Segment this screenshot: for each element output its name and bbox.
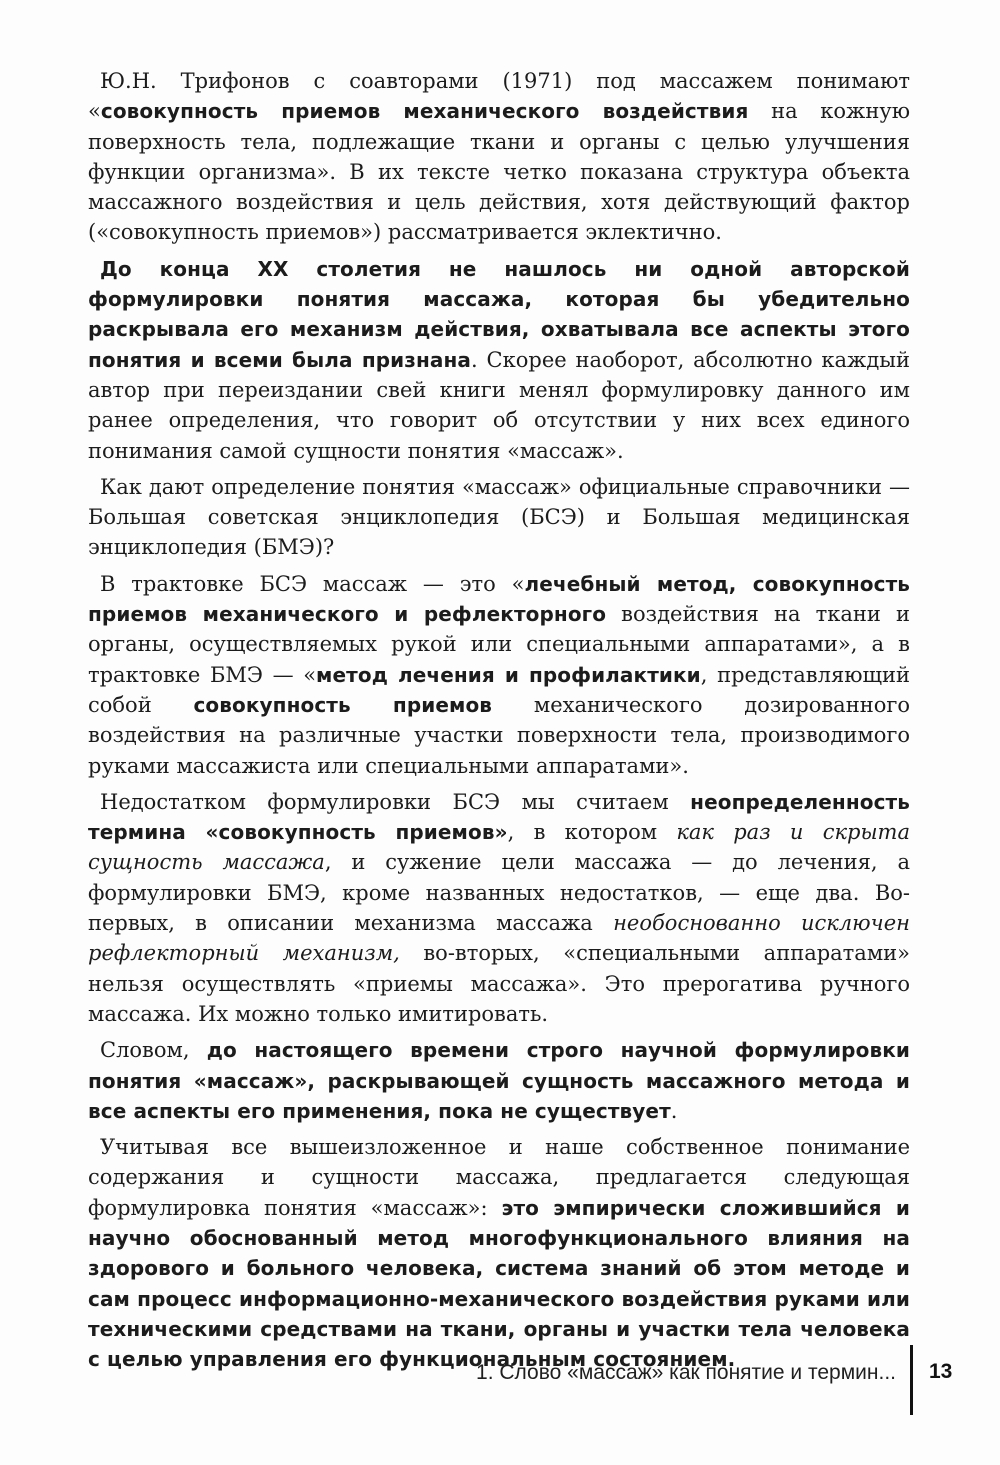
bold-run: До конца XX столетия не нашлось ни одной авторской формулировки понятия массажа, которая бы убедительно раскрывала его механизм действия, охватывала все аспекты этого понятия и всеми была признана	[88, 256, 910, 372]
text-run: Ю.Н. Трифонов с соавторами (1971) под массажем понимают «	[88, 69, 910, 124]
footer-divider	[910, 1345, 913, 1415]
text-run: Как дают определение понятия «массаж» официальные справочники — Большая советская энциклопедия (БСЭ) и Большая медицинская энциклопедия (БМЭ)?	[88, 474, 910, 560]
text-run: . Скорее наоборот, абсолютно каждый автор при переиздании свей книги менял формулировку данного им ранее определения, что говорит об отсутствии у них всех единого понимания самой сущности понятия «массаж».	[88, 347, 911, 463]
text-run: на кожную поверхность тела, подлежащие ткани и органы с целью улучшения функции организма». В их тексте четко показана структура объекта массажного воздействия и цель действия, хотя действующий фактор («совокупность приемов») рассматривается эклектично.	[88, 99, 910, 245]
bold-run: метод лечения и профилактики	[316, 662, 701, 687]
text-run: механического дозированного воздействия на различные участки поверхности тела, производимого руками массажиста или специальными аппаратами».	[88, 692, 910, 778]
bold-run: лечебный метод, совокупность приемов механического и рефлекторного	[88, 571, 911, 627]
running-footer-chapter-title: 1. Слово «массаж» как понятие и термин...	[476, 1361, 896, 1384]
paragraph-6	[88, 1035, 910, 1126]
bold-run: неопределенность термина «совокупность приемов»	[88, 789, 910, 845]
paragraph-7	[88, 1132, 910, 1374]
paragraph-1	[88, 66, 910, 248]
text-run: , и сужение цели массажа — до лечения, а формулировки БМЭ, кроме названных недостатков, — еще два. Во-первых, в описании механизма массажа	[88, 850, 911, 936]
italic-run: как раз и скрыта сущность массажа	[88, 820, 910, 875]
text-run: В трактовке БСЭ массаж — это «	[100, 571, 525, 596]
page-number: 13	[929, 1360, 953, 1383]
text-run: Словом,	[100, 1038, 207, 1063]
bold-run: это эмпирически сложившийся и научно обоснованный метод многофункционального влияния на здорового и больного человека, система знаний об этом методе и сам процесс информационно-механического воздействия руками или техническими средствами на ткани, органы и участки тела человека с целью управления его функциональным состоянием.	[88, 1195, 910, 1372]
text-run: , в котором	[507, 820, 677, 845]
text-run: во-вторых, «специальными аппаратами» нельзя осуществлять «приемы массажа». Это прерогатива ручного массажа. Их можно только имитировать.	[88, 941, 910, 1026]
paragraph-3	[88, 472, 910, 563]
bold-run: совокупность приемов механического воздействия	[100, 99, 749, 124]
text-run: Учитывая все вышеизложенное и наше собственное понимание содержания и сущности массажа, предлагается следующая формулировка понятия «массаж»:	[88, 1135, 910, 1220]
text-run: , представляющий собой	[88, 662, 910, 717]
text-run: .	[670, 1098, 678, 1123]
paragraph-2	[88, 254, 910, 466]
bold-run: до настоящего времени строго научной формулировки понятия «массаж», раскрывающей сущность массажного метода и все аспекты его применения, пока не существует	[88, 1038, 910, 1123]
text-run: Недостатком формулировки БСЭ мы считаем	[100, 789, 691, 814]
paragraph-4	[88, 569, 910, 781]
italic-run: необоснованно исключен рефлекторный механизм,	[88, 911, 910, 966]
bold-run: совокупность приемов	[193, 692, 493, 717]
text-run: воздействия на ткани и органы, осуществляемых рукой или специальными аппаратами», а в трактовке БМЭ — «	[88, 602, 910, 687]
body-text	[88, 66, 910, 1380]
paragraph-5	[88, 787, 910, 1029]
